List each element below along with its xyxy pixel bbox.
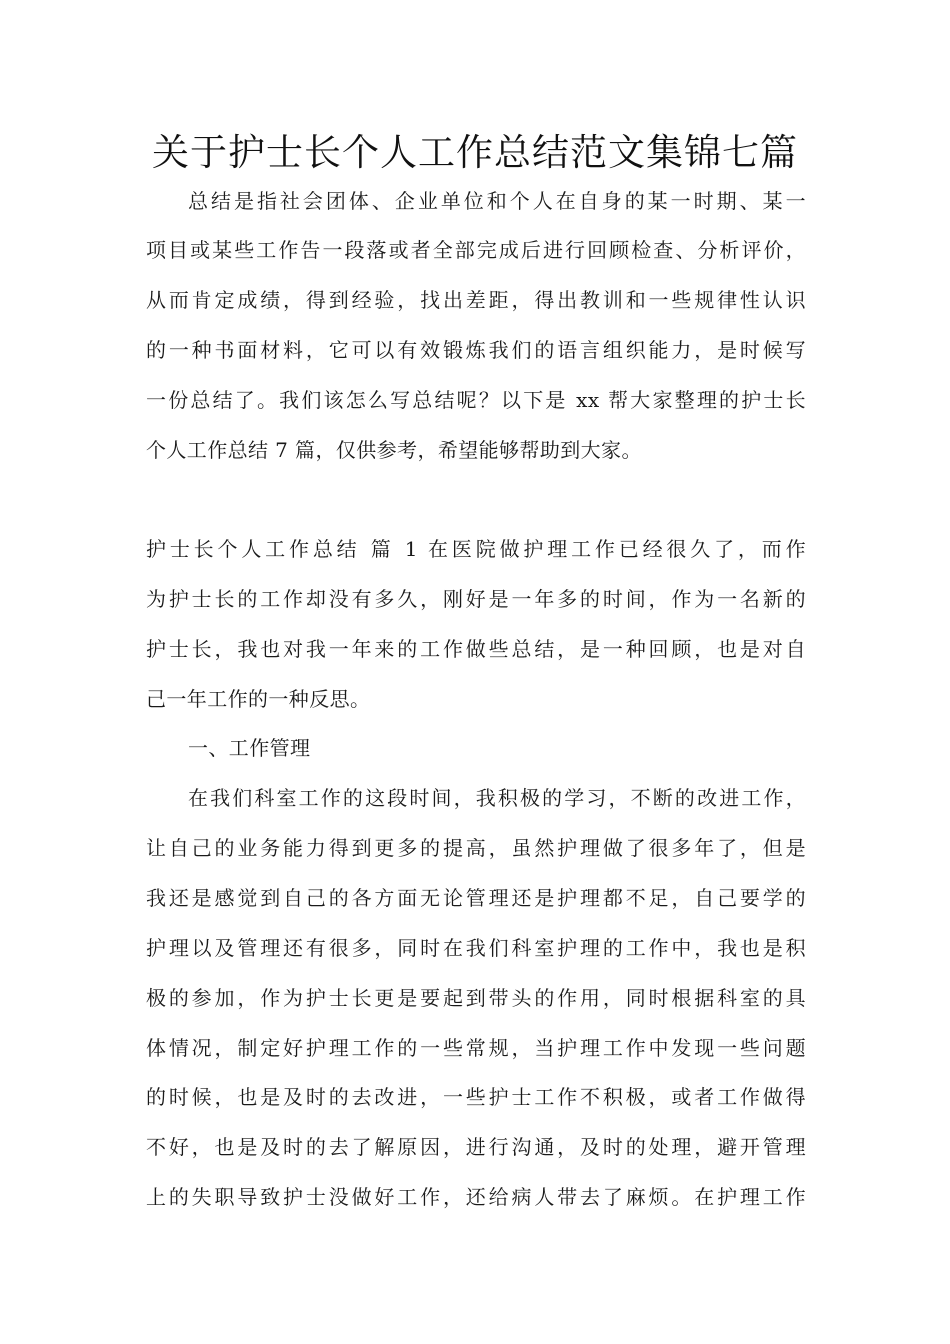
text-line: 的时候，也是及时的去改进，一些护士工作不积极，或者工作做得 — [146, 1085, 806, 1109]
text-line: 护理以及管理还有很多，同时在我们科室护理的工作中，我也是积 — [146, 936, 806, 960]
document-title: 关于护士长个人工作总结范文集锦七篇 — [152, 131, 798, 174]
text-line: 从而肯定成绩，得到经验，找出差距，得出教训和一些规律性认识 — [146, 288, 806, 312]
text-line: 护士长，我也对我一年来的工作做些总结，是一种回顾，也是对自 — [146, 637, 806, 661]
subheading: 一、工作管理 — [188, 736, 311, 760]
text-line: 在我们科室工作的这段时间，我积极的学习，不断的改进工作， — [188, 786, 806, 810]
text-line: 个人工作总结 7 篇，仅供参考，希望能够帮助到大家。 — [146, 438, 642, 462]
text-line: 体情况，制定好护理工作的一些常规，当护理工作中发现一些问题 — [146, 1036, 806, 1060]
text-line: 总结是指社会团体、企业单位和个人在自身的某一时期、某一 — [188, 189, 806, 213]
text-line: 极的参加，作为护士长更是要起到带头的作用，同时根据科室的具 — [146, 986, 806, 1010]
text-line: 己一年工作的一种反思。 — [146, 687, 371, 711]
text-line: 的一种书面材料，它可以有效锻炼我们的语言组织能力，是时候写 — [146, 338, 806, 362]
text-line: 项目或某些工作告一段落或者全部完成后进行回顾检查、分析评价， — [146, 238, 806, 262]
text-line: 不好，也是及时的去了解原因，进行沟通，及时的处理，避开管理 — [146, 1135, 806, 1159]
text-line: 让自己的业务能力得到更多的提高，虽然护理做了很多年了，但是 — [146, 836, 806, 860]
text-line: 我还是感觉到自己的各方面无论管理还是护理都不足，自己要学的 — [146, 886, 806, 910]
text-line: 一份总结了。我们该怎么写总结呢？以下是 xx 帮大家整理的护士长 — [146, 388, 806, 412]
text-line: 为护士长的工作却没有多久，刚好是一年多的时间，作为一名新的 — [146, 587, 806, 611]
section-heading-line: 护士长个人工作总结 篇 1 在医院做护理工作已经很久了，而作 — [146, 537, 806, 561]
text-line: 上的失职导致护士没做好工作，还给病人带去了麻烦。在护理工作 — [146, 1185, 806, 1209]
